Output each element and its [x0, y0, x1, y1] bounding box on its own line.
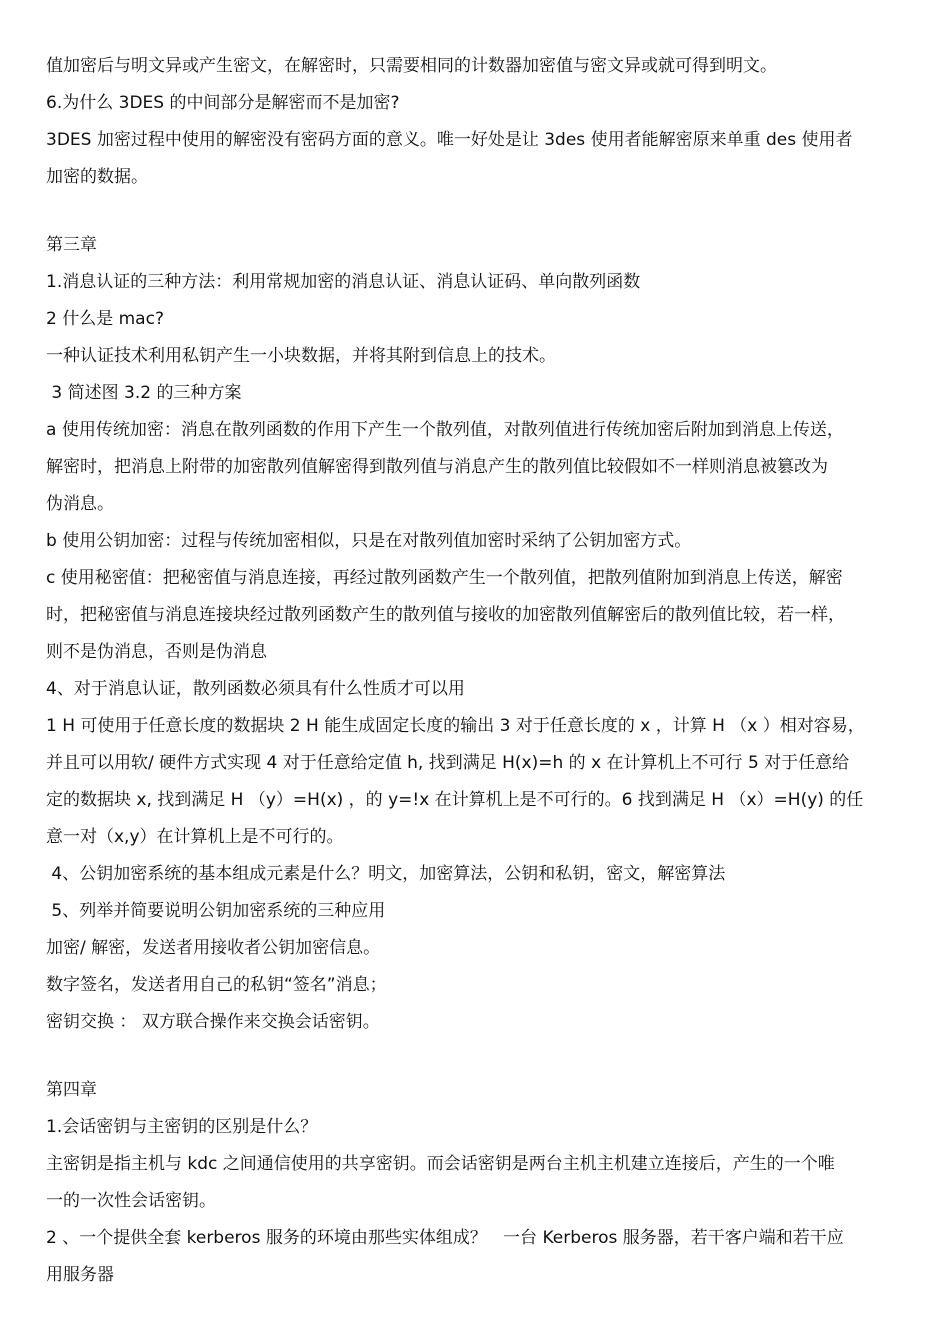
text-line: 并且可以用软/ 硬件方式实现 4 对于任意给定值 h, 找到满足 H(x)=h 的 x 在计算机上不可行 5 对于任意给 [46, 753, 850, 773]
text-line: 一的一次性会话密钥。 [46, 1191, 216, 1211]
text-line: 用服务器 [46, 1265, 114, 1285]
text-line: 加密/ 解密，发送者用接收者公钥加密信息。 [46, 938, 381, 958]
text-line: 1.消息认证的三种方法：利用常规加密的消息认证、消息认证码、单向散列函数 [46, 272, 641, 292]
question-heading: 6.为什么 3DES 的中间部分是解密而不是加密? [46, 93, 400, 113]
text-line: 数字签名，发送者用自己的私钥“签名”消息； [46, 975, 387, 995]
text-line: 则不是伪消息，否则是伪消息 [46, 642, 267, 662]
question-heading: 5、列举并简要说明公钥加密系统的三种应用 [46, 901, 386, 921]
chapter-heading: 第三章 [46, 235, 97, 255]
question-heading: 2 什么是 mac? [46, 309, 164, 329]
text-line: 解密时，把消息上附带的加密散列值解密得到散列值与消息产生的散列值比较假如不一样则消息被篡改为 [46, 457, 828, 477]
text-line: 密钥交换 ： 双方联合操作来交换会话密钥。 [46, 1012, 380, 1032]
text-line: 时，把秘密值与消息连接块经过散列函数产生的散列值与接收的加密散列值解密后的散列值比较，若一样， [46, 605, 845, 625]
text-line: 加密的数据。 [46, 167, 148, 187]
section-spacer [46, 196, 912, 227]
text-line: 意一对（x,y）在计算机上是不可行的。 [46, 827, 344, 847]
text-line: 值加密后与明文异或产生密文，在解密时，只需要相同的计数器加密值与密文异或就可得到明文。 [46, 56, 777, 76]
question-heading: 2 、一个提供全套 kerberos 服务的环境由那些实体组成？ 一台 Kerberos 服务器，若干客户端和若干应 [46, 1228, 844, 1248]
text-line: c 使用秘密值：把秘密值与消息连接，再经过散列函数产生一个散列值，把散列值附加到消息上传送，解密 [46, 568, 843, 588]
question-heading: 1.会话密钥与主密钥的区别是什么？ [46, 1117, 318, 1137]
text-line: 1 H 可使用于任意长度的数据块 2 H 能生成固定长度的输出 3 对于任意长度的 x ，计算 H （x ）相对容易， [46, 716, 865, 736]
text-line: 定的数据块 x, 找到满足 H （y）=H(x) ，的 y=!x 在计算机上是不可行的。6 找到满足 H （x）=H(y) 的任 [46, 790, 864, 810]
text-line: 一种认证技术利用私钥产生一小块数据，并将其附到信息上的技术。 [46, 346, 556, 366]
question-heading: 4、对于消息认证，散列函数必须具有什么性质才可以用 [46, 679, 465, 699]
section-spacer [46, 1041, 912, 1072]
question-heading: 4、公钥加密系统的基本组成元素是什么？明文，加密算法，公钥和私钥，密文，解密算法 [46, 864, 726, 884]
chapter-heading: 第四章 [46, 1080, 97, 1100]
text-line: b 使用公钥加密：过程与传统加密相似，只是在对散列值加密时采纳了公钥加密方式。 [46, 531, 692, 551]
text-line: a 使用传统加密：消息在散列函数的作用下产生一个散列值，对散列值进行传统加密后附加到消息上传送， [46, 420, 844, 440]
text-line: 伪消息。 [46, 494, 114, 514]
text-line: 3DES 加密过程中使用的解密没有密码方面的意义。唯一好处是让 3des 使用者能解密原来单重 des 使用者 [46, 130, 853, 150]
question-heading: 3 简述图 3.2 的三种方案 [46, 383, 242, 403]
document-page [46, 48, 912, 1294]
text-line: 主密钥是指主机与 kdc 之间通信使用的共享密钥。而会话密钥是两台主机主机建立连接后，产生的一个唯 [46, 1154, 835, 1174]
